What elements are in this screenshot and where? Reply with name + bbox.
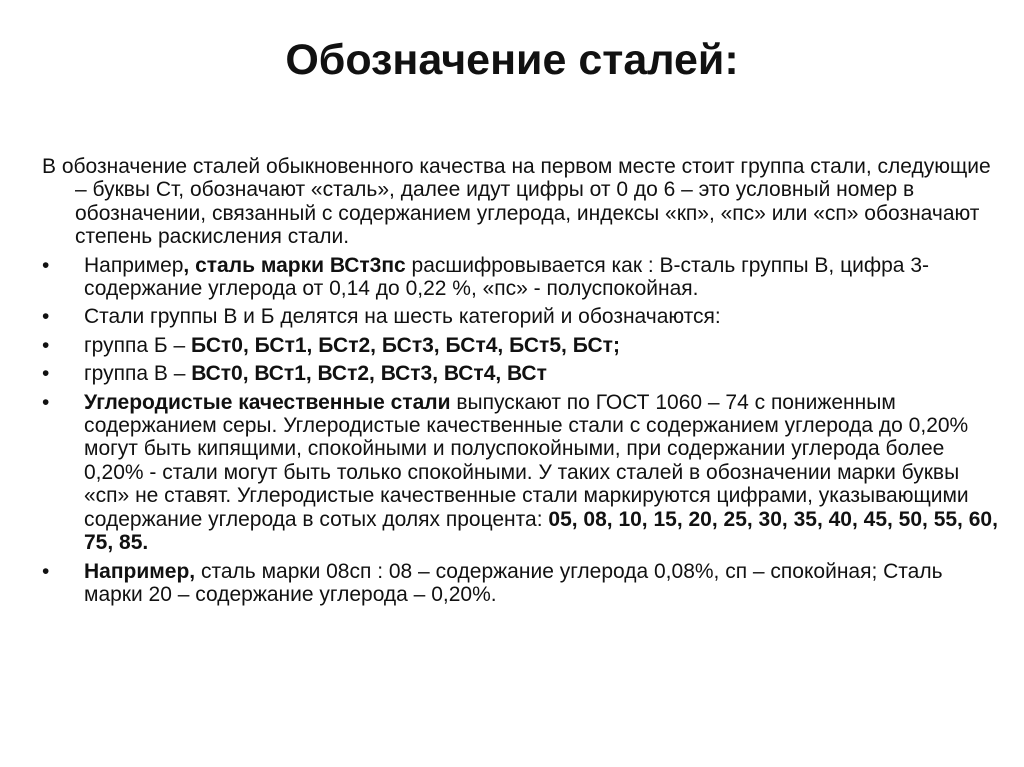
slide-body (42, 155, 1002, 611)
bullet-example-08sp (42, 560, 1002, 607)
intro-paragraph: В обозначение сталей обыкновенного качества на первом месте стоит группа стали, следующие – буквы Ст, обозначают «сталь», далее идут цифры от 0 до 6 – это условный номер в обозначении, связанный с содержанием углерода, индексы «кп», «пс» или «сп» обозначают степень раскисления стали. (42, 155, 991, 249)
bullet-text: Стали группы В и Б делятся на шесть категорий и обозначаются: (84, 305, 721, 329)
steel-grade-list: БСт0, БСт1, БСт2, БСт3, БСт4, БСт5, БСт; (191, 333, 620, 357)
bullet-example-vst3ps (42, 254, 1002, 301)
steel-grade-list: 05, 08, 10, 15, 20, 25, 30, 35, 40, 45, 50, 55, 60, 75, 85. (84, 507, 998, 555)
bullet-icon: • (42, 305, 50, 329)
bullet-icon: • (42, 253, 50, 277)
bullet-icon: • (42, 390, 50, 414)
bullet-text: выпускают по ГОСТ 1060 – 74 с пониженным содержанием серы. Углеродистые качественные стали с содержанием углерода до 0,20% могут быть кипящими, спокойными и полуспокойными, при содержании углерода более 0,20% - стали могут быть только спокойными. У таких сталей в обозначении марки буквы «сп» не ставят. Углеродистые качественные стали маркируются цифрами, указывающими содержание углерода в сотых долях процента: (84, 390, 969, 531)
bullet-text-bold: , сталь марки (183, 253, 330, 277)
bullet-icon: • (42, 559, 50, 583)
bullet-heading: Например, (84, 559, 196, 583)
bullet-text: сталь марки 08сп : 08 – содержание углерода 0,08%, сп – спокойная; Сталь марки 20 – содержание углерода – 0,20%. (84, 559, 943, 606)
steel-grade-code: ВСт3пс (329, 253, 406, 277)
bullet-icon: • (42, 333, 50, 357)
bullet-heading: Углеродистые качественные стали (84, 390, 451, 414)
bullet-text: Например (84, 253, 184, 277)
bullet-icon: • (42, 362, 50, 386)
bullet-group-b (42, 334, 1002, 357)
bullet-categories (42, 305, 1002, 328)
bullet-carbon-quality-steels (42, 391, 1002, 555)
bullet-text: группа Б – (84, 333, 191, 357)
bullet-group-v (42, 362, 1002, 385)
bullet-text: группа В – (84, 362, 192, 386)
slide-title: Обозначение сталей: (285, 36, 739, 84)
bullet-text: расшифровывается как : В-сталь группы В, цифра 3-содержание углерода от 0,14 до 0,22 %, «пс» - полуспокойная. (84, 253, 929, 301)
steel-grade-list: ВСт0, ВСт1, ВСт2, ВСт3, ВСт4, ВСт (191, 362, 547, 386)
